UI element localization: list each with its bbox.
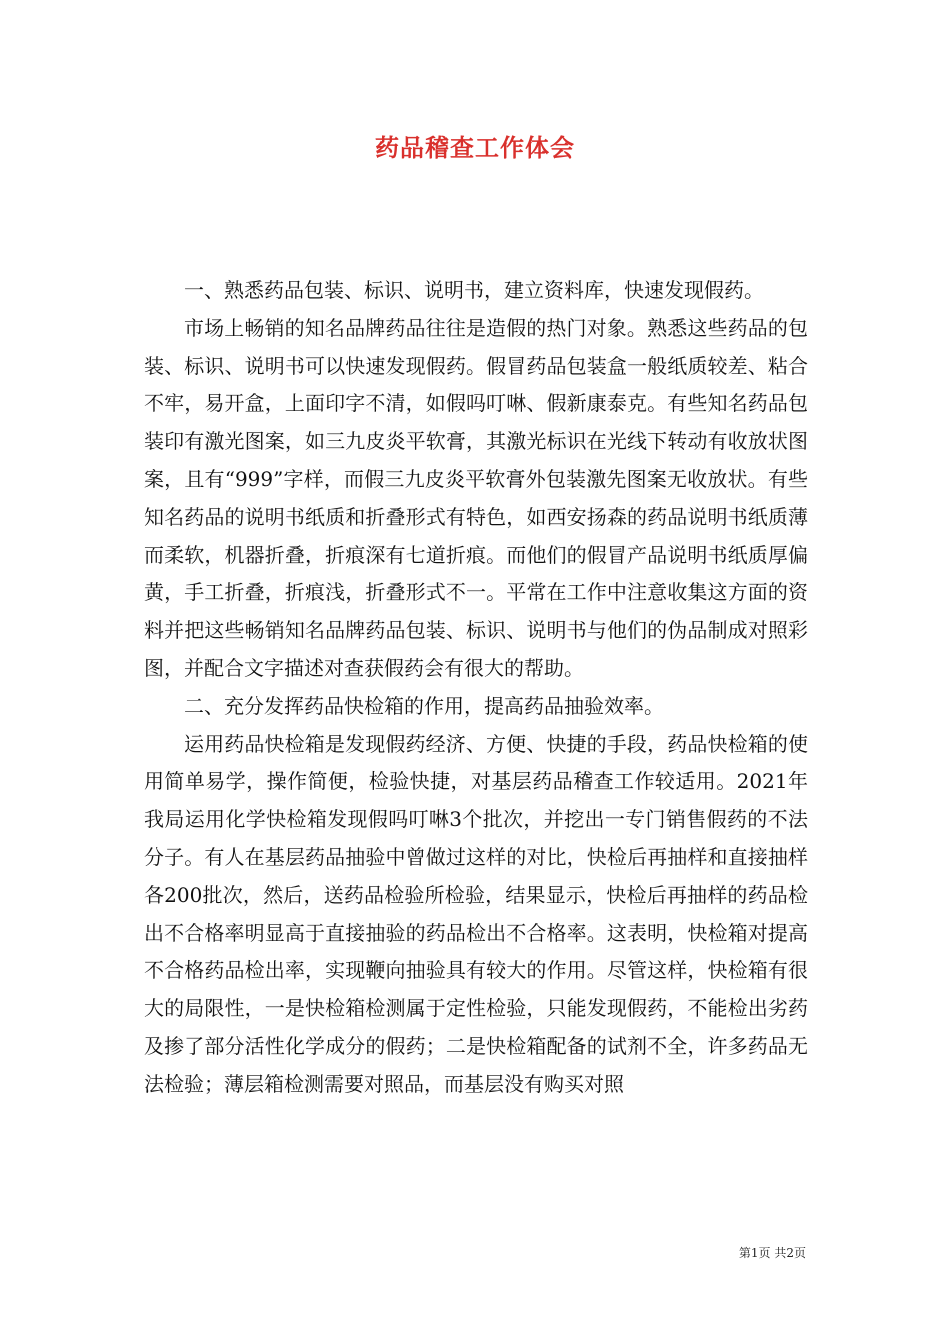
document-title: 药品稽查工作体会 bbox=[375, 133, 575, 162]
body-paragraph-1: 市场上畅销的知名品牌药品往往是造假的热门对象。熟悉这些药品的包装、标识、说明书可以快速发现假药。假冒药品包装盒一般纸质较差、粘合不牢，易开盒，上面印字不清，如假吗叮啉、假新康泰克。有些知名药品包装印有激光图案，如三九皮炎平软膏，其激光标识在光线下转动有收放状图案，且有“999”字样，而假三九皮炎平软膏外包装激先图案无收放状。有些知名药品的说明书纸质和折叠形式有特色，如西安扬森的药品说明书纸质薄而柔软，机器折叠，折痕深有七道折痕。而他们的假冒产品说明书纸质厚偏黄，手工折叠，折痕浅，折叠形式不一。平常在工作中注意收集这方面的资料并把这些畅销知名品牌药品包装、标识、说明书与他们的伪品制成对照彩图，并配合文字描述对查获假药会有很大的帮助。 bbox=[144, 315, 808, 680]
section-heading-1: 一、熟悉药品包装、标识、说明书，建立资料库，快速发现假药。 bbox=[184, 278, 764, 302]
body-paragraph-2: 运用药品快检箱是发现假药经济、方便、快捷的手段，药品快检箱的使用简单易学，操作简便，检验快捷，对基层药品稽查工作较适用。2021年我局运用化学快检箱发现假吗叮啉3个批次，并挖出一专门销售假药的不法分子。有人在基层药品抽验中曾做过这样的对比，快检后再抽样和直接抽样各200批次，然后，送药品检验所检验，结果显示，快检后再抽样的药品检出不合格率明显高于直接抽验的药品检出不合格率。这表明，快检箱对提高不合格药品检出率，实现鞭向抽验具有较大的作用。尽管这样，快检箱有很大的局限性，一是快检箱检测属于定性检验，只能发现假药，不能检出劣药及掺了部分活性化学成分的假药；二是快检箱配备的试剂不全，许多药品无法检验；薄层箱检测需要对照品，而基层没有购买对照 bbox=[144, 731, 808, 1096]
section-heading-2: 二、充分发挥药品快检箱的作用，提高药品抽验效率。 bbox=[184, 693, 664, 718]
document-body bbox=[144, 272, 808, 1104]
page-number-footer: 第1页 共2页 bbox=[738, 1246, 806, 1260]
